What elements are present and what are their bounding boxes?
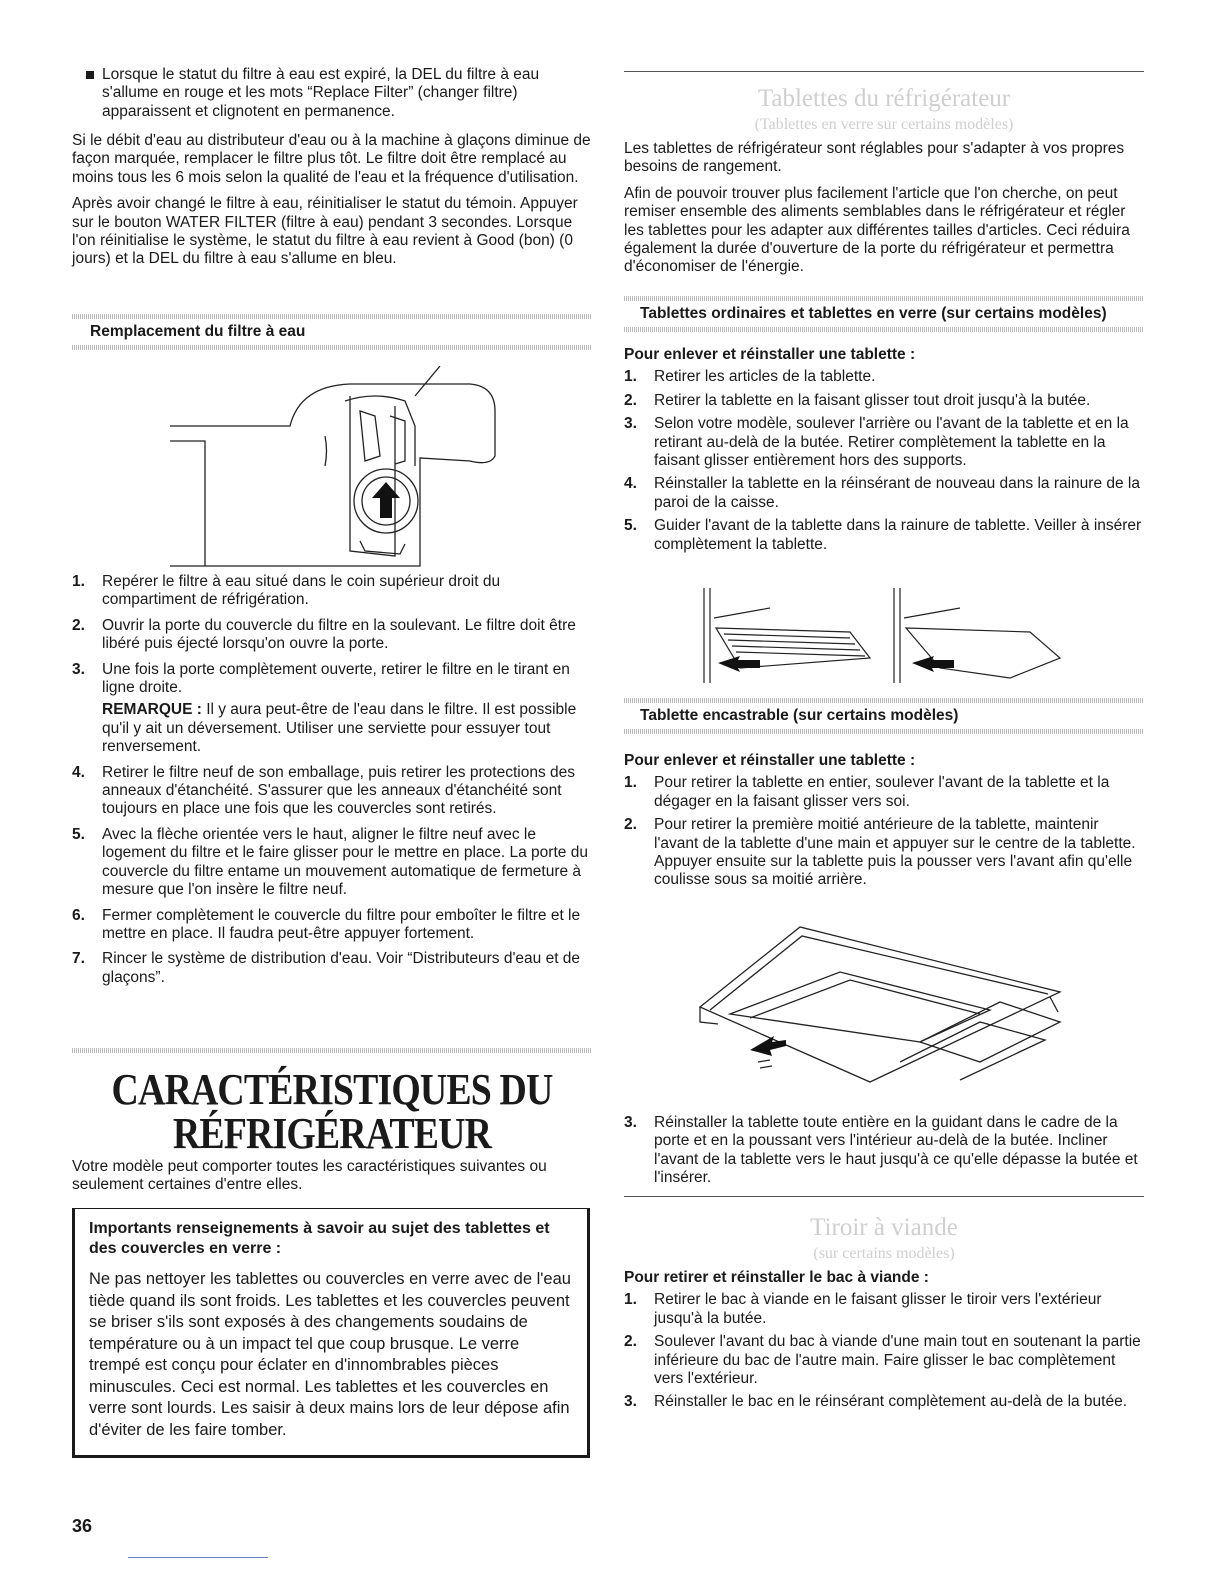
shelf-illustration: [700, 588, 1080, 688]
lead-slide-shelf: Pour enlever et réinstaller une tablette :: [624, 752, 916, 769]
left-column-top: [72, 132, 592, 277]
paragraph-shelves-1: Les tablettes de réfrigérateur sont réglables pour s'adapter à vos propres besoins de rangement.: [624, 140, 1125, 176]
list-item: 2. Ouvrir la porte du couvercle du filtre en la soulevant. Le filtre doit être libéré puis éjecté lorsqu'on ouvre la porte.: [72, 616, 576, 653]
paragraph-shelves-2: Afin de pouvoir trouver plus facilement l'article que l'on cherche, on peut remiser ensemble des aliments semblables dans le réfrigérateur et régler les tablettes pour les adapter aux différentes tailles d'articles. Ceci réduira également la durée d'ouverture de la porte du réfrigérateur et permettra d'économiser de l'énergie.: [624, 184, 1130, 276]
lead-meat-drawer: Pour retirer et réinstaller le bac à viande :: [624, 1269, 929, 1286]
list-item: 7. Rincer le système de distribution d'eau. Voir “Distributeurs d'eau et de glaçons”.: [72, 950, 581, 986]
section-title-shelves: Tablettes du réfrigérateur: [757, 85, 1011, 112]
subhead-slide-shelf: Tablette encastrable (sur certains modèles): [640, 707, 959, 724]
warning-box-text: Ne pas nettoyer les tablettes ou couvercles en verre avec de l'eau tiède quand ils sont froids. Les tablettes et les couvercles peuvent se briser s'ils sont exposés à des changements soudains de température ou à un impact tel que coup brusque. Le verre trempé est conçu pour éclater en d'innombrables pièces minuscules. Ceci est normal. Les tablettes et les couvercles en verre sont lourds. Les saisir à deux mains lors de leur dépose afin d'éviter de les faire tomber.: [89, 1270, 571, 1439]
remark: REMARQUE : Il y aura peut-être de l'eau dans le filtre. Il est possible qu'il y ait un déversement. Utiliser une serviette pour essuyer tout renversement.: [102, 701, 577, 756]
section-subtitle-meat-drawer: (sur certains modèles): [813, 1245, 955, 1262]
divider-block: [72, 1048, 592, 1053]
section-heading: [72, 1065, 592, 1158]
divider: [624, 71, 1144, 72]
warning-box-title: Importants renseignements à savoir au sujet des tablettes et des couvercles en verre :: [89, 1220, 550, 1257]
subhead-filter-replacement: Remplacement du filtre à eau: [90, 323, 306, 340]
shelf-steps: [624, 346, 1144, 559]
slide-shelf-subhead-block: [624, 698, 1144, 734]
list-item: 3. Réinstaller le bac en le réinsérant complètement au-delà de la butée.: [624, 1393, 1128, 1411]
bullet-text: Lorsque le statut du filtre à eau est expiré, la DEL du filtre à eau s'allume en rouge et les mots “Replace Filter” (changer filtre) apparaissent et clignotent en permanence.: [102, 66, 540, 120]
list-item: 3. Réinstaller la tablette toute entière en la guidant dans le cadre de la porte et en la poussant vers l'intérieur au-delà de la butée. Incliner l'avant de la tablette vers le haut jusqu'à ce qu'elle dépasse la butée et l'insérer.: [624, 1114, 1138, 1187]
lead-shelves: Pour enlever et réinstaller une tablette :: [624, 346, 916, 363]
list-item: 4. Retirer le filtre neuf de son emballage, puis retirer les protections des anneaux d'étanchéité. S'assurer que les anneaux d'étanchéité sont toujours en place une fois que les couvercles sont retirés.: [72, 763, 575, 818]
list-item: 1. Repérer le filtre à eau situé dans le coin supérieur droit du compartiment de réfrigération.: [72, 573, 501, 609]
list-item: 3. Une fois la porte complètement ouverte, retirer le filtre en le tirant en ligne droite. REMARQUE : Il y aura peut-être de l'eau dans le filtre. Il est possible qu'il y ait un déversement. Utiliser une serviette pour essuyer tout renversement.: [72, 661, 592, 757]
shelf-step-list: [624, 368, 1144, 554]
divider: [624, 327, 1144, 332]
list-item: 3. Selon votre modèle, soulever l'arrière ou l'avant de la tablette et en la retirant au-delà de la butée. Retirer complètement la tablette en la faisant glisser entièrement hors des supports.: [624, 415, 1129, 470]
shelf-subhead-block: [624, 296, 1144, 332]
arrow-left-icon: [718, 656, 760, 672]
section-title-meat-drawer: Tiroir à viande: [810, 1214, 958, 1241]
divider: [72, 1048, 592, 1053]
list-item: 1. Pour retirer la tablette en entier, soulever l'avant de la tablette et la dégager en la faisant glisser vers soi.: [624, 774, 1110, 810]
bullet-square-icon: [86, 71, 94, 79]
list-item: 6. Fermer complètement le couvercle du filtre pour emboîter le filtre et le mettre en place. Il faudra peut-être appuyer fortement.: [72, 906, 581, 942]
list-item: 4. Réinstaller la tablette en la réinsérant de nouveau dans la rainure de la paroi de la caisse.: [624, 475, 1140, 511]
filter-subhead-block: [72, 314, 592, 350]
heading-line-1: CARACTÉRISTIQUES DU: [111, 1065, 553, 1114]
filter-step-list: [72, 573, 592, 987]
intro-block: [72, 1158, 592, 1195]
list-item: 2. Pour retirer la première moitié antérieure de la tablette, maintenir l'avant de la tablette d'une main et appuyer sur le centre de la tablette. Appuyer ensuite sur la tablette puis la pousser vers l'avant afin qu'elle coulisse sous sa moitié arrière.: [624, 816, 1136, 889]
list-item: 2. Soulever l'avant du bac à viande d'une main tout en soutenant la partie inférieure du bac de l'autre main. Faire glisser le bac complètement vers l'extérieur.: [624, 1333, 1141, 1388]
filter-illustration: [150, 366, 510, 576]
section-subtitle-shelves: (Tablettes en verre sur certains modèles): [754, 116, 1014, 133]
bullet-item: [72, 66, 592, 121]
divider: [624, 1196, 1144, 1197]
list-item: 1. Retirer les articles de la tablette.: [624, 368, 876, 386]
arrow-up-icon: [372, 482, 400, 518]
meat-drawer-step-list: [624, 1291, 1144, 1411]
paragraph-filter-reset: Après avoir changé le filtre à eau, réinitialiser le statut du témoin. Appuyer sur le bouton WATER FILTER (filtre à eau) pendant 3 secondes. Lorsque l'on réinitialise le système, le statut du filtre à eau revient à Good (bon) (0 jours) et la DEL du filtre à eau s'allume en bleu.: [72, 195, 578, 268]
slide-shelf-step-list-cont: [624, 1114, 1144, 1188]
footer-line: [128, 1557, 268, 1558]
list-item: 2. Retirer la tablette en la faisant glisser tout droit jusqu'à la butée.: [624, 391, 1091, 409]
list-item: 1. Retirer le bac à viande en le faisant glisser le tiroir vers l'extérieur jusqu'à la butée.: [624, 1291, 1102, 1327]
shelves-section: [624, 71, 1144, 285]
warning-box-frame: [72, 1208, 590, 1458]
slide-shelf-step-list: [624, 774, 1144, 889]
intro-text: Votre modèle peut comporter toutes les caractéristiques suivantes ou seulement certaines d'entre elles.: [72, 1158, 547, 1194]
meat-drawer-section: [624, 1196, 1144, 1417]
arrow-up-right-icon: [750, 1036, 786, 1056]
heading-line-2: RÉFRIGÉRATEUR: [172, 1109, 492, 1158]
slide-shelf-illustration: [690, 922, 1070, 1092]
subhead-shelves: Tablettes ordinaires et tablettes en verre (sur certains modèles): [640, 305, 1107, 322]
list-item: 5. Avec la flèche orientée vers le haut, aligner le filtre neuf avec le logement du filtre et le faire glisser pour le mettre en place. La porte du couvercle du filtre entame un mouvement automatique de fermeture à mesure que l'on insère le filtre neuf.: [72, 825, 588, 899]
divider: [624, 729, 1144, 734]
page-number: 36: [72, 1516, 93, 1536]
divider: [72, 345, 592, 350]
warning-box: [72, 1208, 590, 1458]
list-item: 5. Guider l'avant de la tablette dans la rainure de tablette. Veiller à insérer complètement la tablette.: [624, 517, 1142, 553]
paragraph-filter-flow: Si le débit d'eau au distributeur d'eau ou à la machine à glaçons diminue de façon marquée, remplacer le filtre plus tôt. Le filtre doit être remplacé au moins tous les 6 mois selon la qualité de l'eau et la fréquence d'utilisation.: [72, 132, 591, 186]
filter-steps: [72, 573, 592, 994]
slide-shelf-steps: [624, 752, 1144, 895]
slide-shelf-step3: [624, 1114, 1144, 1188]
